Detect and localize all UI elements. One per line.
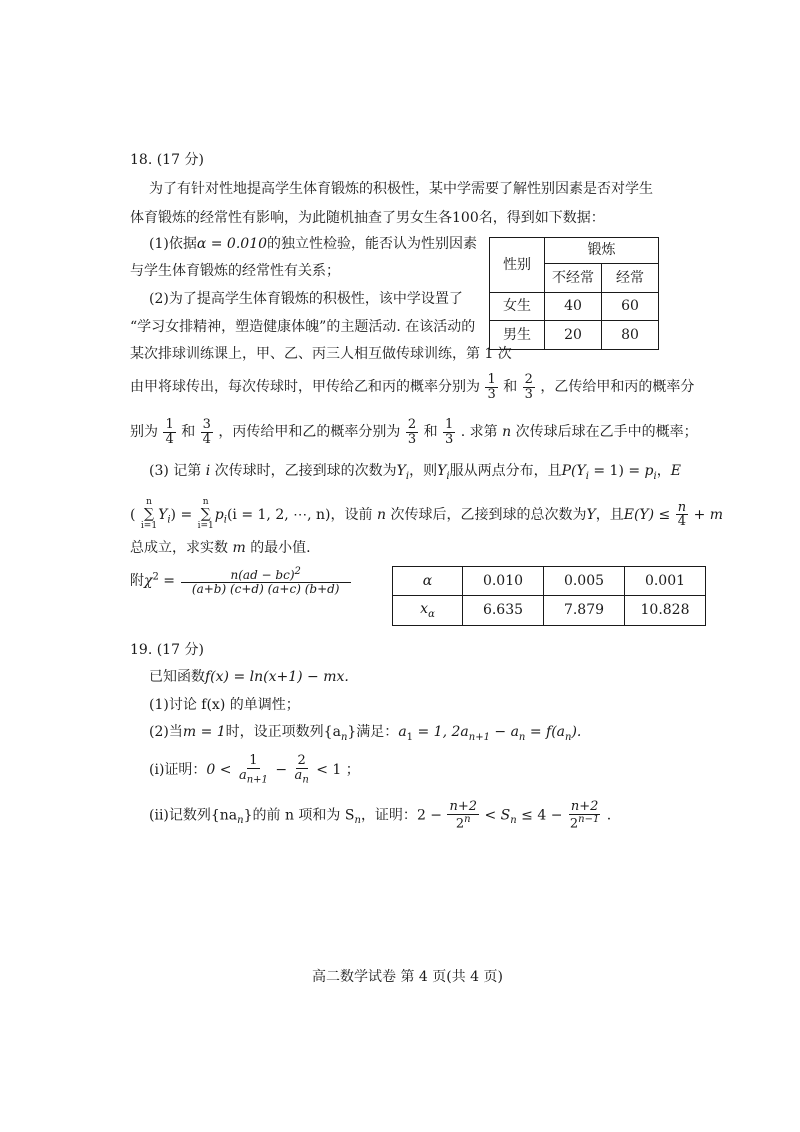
q19-part-i: (i)证明：0 < $\frac{1}{a_{n+1}}$ − $\frac{2}{a_n}$ < 1 ； — [149, 753, 360, 786]
table-cell: 0.001 — [625, 567, 706, 596]
table-cell: 10.828 — [625, 596, 706, 626]
header-exercise: 锻炼 — [545, 238, 659, 264]
table-cell: 7.879 — [544, 596, 625, 626]
q19-line2: (1)讨论 f(x) 的单调性； — [149, 697, 300, 713]
q18-part2-line1: (2)为了提高学生体育锻炼的积极性，该中学设置了 — [149, 291, 463, 307]
table-row — [490, 293, 659, 321]
fraction-2-over-a-n: $\frac{2}{a_n}$ — [294, 753, 309, 786]
fraction-3-4: $\frac{3}{4}$ — [202, 417, 211, 447]
q18-intro-line1: 为了有针对性地提高学生体育锻炼的积极性，某中学需要了解性别因素是否对学生 — [149, 181, 653, 197]
table-row — [393, 567, 706, 596]
row-label: 男生 — [490, 321, 545, 350]
table-cell: 0.005 — [544, 567, 625, 596]
header-not-often: 不经常 — [545, 264, 602, 293]
q18-part1-line1: (1)依据α = 0.010的独立性检验，能否认为性别因素 — [149, 236, 478, 252]
header-gender: 性别 — [490, 238, 545, 293]
q19-line1: 已知函数f(x) = ln(x+1) − mx. — [149, 669, 349, 685]
q19-part-ii: (ii)记数列$\{na_n\}$的前 n 项和为 $S_n$，证明：2 − $\frac{n+2}{2^n}$ < $S_n \le 4$ − $\frac{n+2}{2^{n-1}}$ . — [149, 799, 612, 831]
table-cell: 6.635 — [463, 596, 544, 626]
row-label: $x_\alpha$ — [393, 596, 463, 626]
table-cell: 80 — [602, 321, 659, 350]
fraction-2-3: $\frac{2}{3}$ — [524, 372, 533, 402]
table-row — [393, 596, 706, 626]
q18-part2-line4: 由甲将球传出，每次传球时，甲传给乙和丙的概率分别为 $\frac{1}{3}$ 和 $\frac{2}{3}$ ，乙传给甲和丙的概率分 — [130, 372, 695, 402]
table-cell: 40 — [545, 293, 602, 321]
header-often: 经常 — [602, 264, 659, 293]
fraction-n-plus-2-over-2-pow-n: $\frac{n+2}{2^n}$ — [449, 799, 478, 831]
q19-header: 19. (17 分) — [130, 642, 204, 658]
fraction-n-4: $\frac{n}{4}$ — [677, 499, 687, 530]
row-label: α — [393, 567, 463, 596]
fraction-1-over-a-n-plus-1: $\frac{1}{a_{n+1}}$ — [238, 753, 268, 786]
fraction-1-3: $\frac{1}{3}$ — [487, 372, 496, 402]
chi-square-fraction: $\frac{n(ad - bc)^2}{(a+b) (c+d) (a+c) (b+d)}$ — [181, 567, 351, 595]
page-footer: 高二数学试卷 第 4 页(共 4 页) — [312, 969, 503, 985]
fraction-1-3: $\frac{1}{3}$ — [445, 417, 454, 447]
q18-part3-line1: (3) 记第 i 次传球时，乙接到球的次数为$Y_i$，则$Y_i$服从两点分布，且$P(Y_i = 1) = p_i$，E — [149, 463, 681, 482]
sum-symbol: n ∑ i=1 — [197, 497, 214, 532]
table-cell: 60 — [602, 293, 659, 321]
table-cell: 20 — [545, 321, 602, 350]
contingency-table — [489, 237, 659, 350]
q18-part2-line2: “学习女排精神，塑造健康体魄”的主题活动. 在该活动的 — [130, 319, 476, 335]
sum-symbol: n ∑ i=1 — [140, 497, 158, 532]
critical-value-table — [392, 566, 706, 626]
q19-line3: (2)当m = 1时，设正项数列$\{a_n\}$满足：$a_1 = 1$, $2a_{n+1} - a_n = f(a_n)$. — [149, 724, 582, 743]
table-row — [490, 321, 659, 350]
q18-part3-line2: ( n ∑ i=1 $Y_i$) = n ∑ i=1 $p_i(i = 1$, 2, ⋯, n)，设前 n 次传球后，乙接到球的总次数为Y，且E(Y) ≤ $\frac{n}{4}$ + m — [130, 497, 724, 532]
chi-square-formula: 附$\chi^2$ = $\frac{n(ad - bc)^2}{(a+b) (c+d) (a+c) (b+d)}$ — [130, 567, 352, 595]
fraction-2-3: $\frac{2}{3}$ — [407, 417, 417, 447]
q18-part3-line3: 总成立，求实数 m 的最小值. — [130, 540, 311, 556]
q18-header: 18. (17 分) — [130, 152, 204, 168]
q18-part1-line2: 与学生体育锻炼的经常性有关系； — [130, 263, 340, 279]
fraction-n-plus-2-over-2-pow-n-minus-1: $\frac{n+2}{2^{n-1}}$ — [569, 799, 600, 831]
row-label: 女生 — [490, 293, 545, 321]
q18-intro-line2: 体育锻炼的经常性有影响，为此随机抽查了男女生各100名，得到如下数据： — [130, 210, 605, 226]
q18-part2-line3: 某次排球训练课上，甲、乙、丙三人相互做传球训练，第 1 次 — [130, 346, 512, 362]
table-cell: 0.010 — [463, 567, 544, 596]
q18-part2-line5: 别为 $\frac{1}{4}$ 和 $\frac{3}{4}$ ，丙传给甲和乙的概率分别为 $\frac{2}{3}$ 和 $\frac{1}{3}$ . 求第 n 次传球后球在乙手中的概率； — [130, 417, 698, 447]
fraction-1-4: $\frac{1}{4}$ — [165, 417, 174, 447]
